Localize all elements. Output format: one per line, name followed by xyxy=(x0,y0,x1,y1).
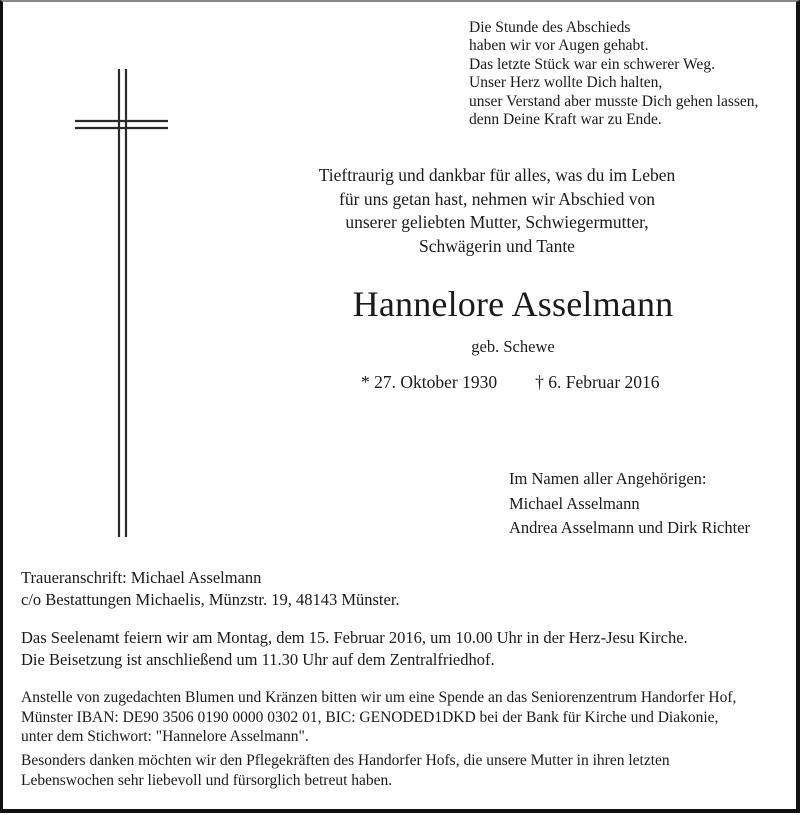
intro-text xyxy=(308,164,686,258)
donation-line: Münster IBAN: DE90 3506 0190 0000 0302 01, BIC: GENODED1DKD bei der Bank für Kirche und Diakonie, xyxy=(21,708,719,726)
donation-line: unter dem Stichwort: "Hannelore Asselmann". xyxy=(21,728,309,745)
thanks-line: Besonders danken möchten wir den Pflegekräften des Handorfer Hofs, die unsere Mutter in ihren letzten xyxy=(21,752,670,769)
life-dates xyxy=(361,371,660,393)
mourners-line: Im Namen aller Angehörigen: xyxy=(509,469,707,488)
poem-line: denn Deine Kraft war zu Ende. xyxy=(469,111,662,129)
intro-line: Tieftraurig und dankbar für alles, was du im Leben xyxy=(318,165,676,185)
intro-line: Schwägerin und Tante xyxy=(419,235,575,256)
thanks-note xyxy=(21,751,670,790)
address-line: c/o Bestattungen Michaelis, Münzstr. 19, 48143 Münster. xyxy=(21,589,400,609)
poem-verse xyxy=(469,19,758,129)
mourners-line: Michael Asselmann xyxy=(509,493,640,513)
poem-line: haben wir vor Augen gehabt. xyxy=(469,37,649,55)
intro-line: unserer geliebten Mutter, Schwiegermutter, xyxy=(345,212,649,232)
intro-line: für uns getan hast, nehmen wir Abschied von xyxy=(339,188,655,209)
donation-request xyxy=(21,688,736,747)
donation-line: Anstelle von zugedachten Blumen und Kränzen bitten wir um eine Spende an das Seniorenzentrum Handorfer Hof, xyxy=(21,689,737,706)
mourning-address xyxy=(21,567,400,610)
service-details xyxy=(21,627,688,671)
service-line: Die Beisetzung ist anschließend um 11.30 Uhr auf dem Zentralfriedhof. xyxy=(21,650,495,669)
birth-date: * 27. Oktober 1930 xyxy=(361,372,498,392)
mourners-signature xyxy=(509,467,750,541)
thanks-line: Lebenswochen sehr liebevoll und fürsorglich betreut haben. xyxy=(21,771,393,789)
death-date: † 6. Februar 2016 xyxy=(535,372,660,392)
service-line: Das Seelenamt feiern wir am Montag, dem 15. Februar 2016, um 10.00 Uhr in der Herz-Jesu Kirche. xyxy=(21,628,688,647)
maiden-name: geb. Schewe xyxy=(471,337,555,356)
poem-line: unser Verstand aber musste Dich gehen lassen, xyxy=(469,92,759,110)
poem-line: Unser Herz wollte Dich halten, xyxy=(469,74,663,92)
poem-line: Das letzte Stück war ein schwerer Weg. xyxy=(469,55,715,73)
deceased-name: Hannelore Asselmann xyxy=(352,284,674,324)
mourners-line: Andrea Asselmann und Dirk Richter xyxy=(509,518,751,537)
poem-line: Die Stunde des Abschieds xyxy=(469,19,631,36)
address-line: Traueranschrift: Michael Asselmann xyxy=(21,568,262,587)
